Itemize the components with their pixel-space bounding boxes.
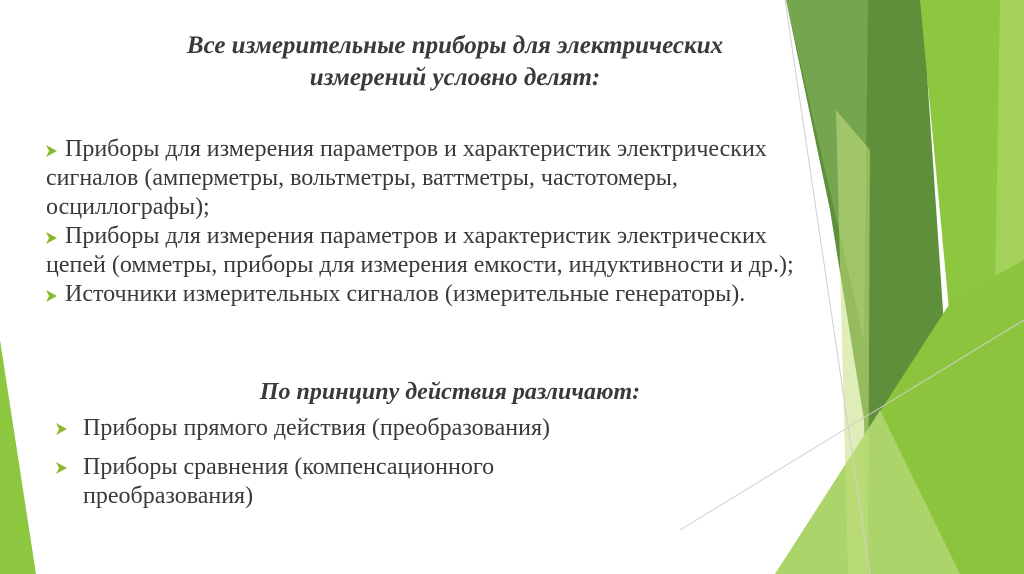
principle-list — [56, 414, 756, 521]
device-groups-list — [46, 135, 806, 309]
list-item — [46, 135, 806, 222]
list-item-text-continued: преобразования) — [83, 483, 254, 509]
heading-line-1: Все измерительные приборы для электрических — [186, 32, 724, 59]
slide-heading — [60, 30, 850, 94]
list-item-text: Приборы для измерения параметров и характеристик электрических цепей (омметры, приборы для измерения емкости, индуктивности и др.); — [46, 223, 794, 278]
arrow-bullet-icon — [56, 423, 67, 435]
arrow-bullet-icon — [46, 232, 57, 244]
list-item — [46, 280, 806, 309]
list-item-text: Приборы для измерения параметров и характеристик электрических сигналов (амперметры, вольтметры, ваттметры, частотомеры, осциллографы); — [46, 136, 767, 220]
arrow-bullet-icon — [46, 145, 57, 157]
list-item — [56, 414, 756, 443]
list-item-text: Приборы сравнения (компенсационного — [83, 454, 495, 480]
heading-line-2: измерений условно делят: — [309, 64, 601, 91]
list-item-text: Приборы прямого действия (преобразования) — [83, 415, 550, 441]
arrow-bullet-icon — [56, 462, 67, 474]
section-subheading: По принципу действия различают: — [259, 379, 641, 405]
left-green-sliver — [0, 340, 36, 574]
list-item — [46, 222, 806, 280]
list-item — [56, 453, 756, 511]
arrow-bullet-icon — [46, 290, 57, 302]
list-item-text: Источники измерительных сигналов (измерительные генераторы). — [65, 281, 746, 307]
